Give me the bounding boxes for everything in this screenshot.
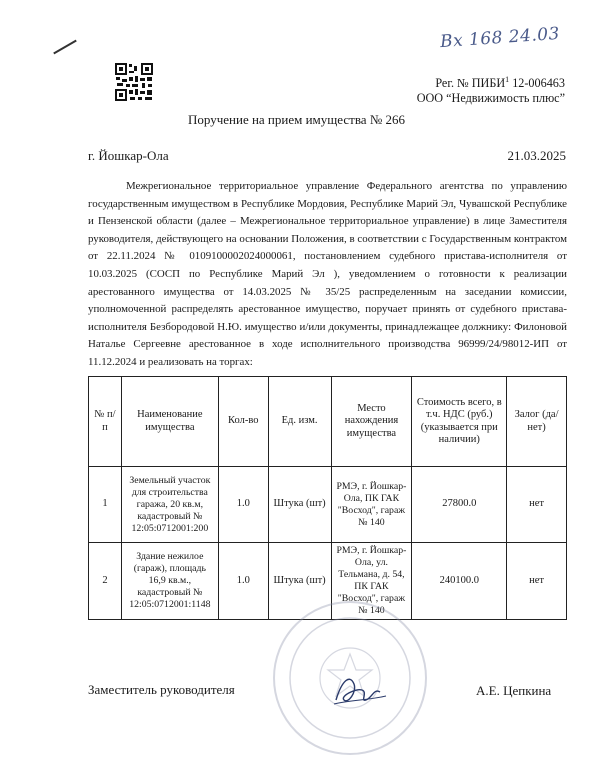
cell-num: 2 [89, 543, 122, 620]
cell-name: Земельный участок для строительства гаража, 20 кв.м, кадастровый № 12:05:0712001:200 [121, 467, 218, 543]
cell-pledge: нет [507, 543, 567, 620]
qr-code-icon [114, 62, 154, 102]
document-date: 21.03.2025 [507, 148, 566, 163]
cell-qty: 1.0 [218, 467, 268, 543]
table-row [89, 467, 567, 543]
cell-location: РМЭ, г. Йошкар-Ола, ул. Тельмана, д. 54, ПК ГАК "Восход", гараж № 140 [331, 543, 412, 620]
cell-qty: 1.0 [218, 543, 268, 620]
registration-number [417, 73, 565, 91]
order-body-paragraph: Межрегиональное территориальное управление Федерального агентства по управлению государственным имуществом в Республике Мордовия, Республике Марий Эл, Чувашской Республике и Пензенской области (далее – Межрегиональное территориальное управление) в лице Заместителя руководителя, действующего на основании Положения, в соответствии с Государственным контрактом от 22.11.2024 № 0109100002024000061, постановлением судебного пристава-исполнителя от 10.03.2025 (СОСП по Республике Марий Эл ), уведомлением о готовности к реализации арестованного имущества от 14.03.2025 № 35/25 распределенным на заседании комиссии, уполномоченной распределять арестованное имущество, поручает принять от судебного пристава-исполнителя Безбородовой Н.Ю. имущество и/или документы, принадлежащее должнику: Филоновой Натальe Сергеевне арестованное в ходе исполнительного производства 96999/24/98012-ИП от 11.12.2024 и реализовать на торгах: [88, 180, 567, 368]
document-city: г. Йошкар-Ола [88, 148, 169, 163]
header-qty: Кол-во [218, 377, 268, 467]
cell-unit: Штука (шт) [268, 543, 331, 620]
document-title: Поручение на прием имущества № 266 [188, 112, 405, 127]
signer-position: Заместитель руководителя [88, 682, 235, 697]
reg-number-value: 12-006463 [509, 76, 565, 91]
header-location: Место нахождения имущества [331, 377, 412, 467]
header-num: № п/п [89, 377, 122, 467]
property-table [88, 376, 567, 620]
cell-pledge: нет [507, 467, 567, 543]
handwritten-incoming-note: Вх 168 24.03 [439, 23, 561, 53]
signer-name: А.Е. Цепкина [476, 683, 552, 698]
header-cost: Стоимость всего, в т.ч. НДС (руб.) (указывается при наличии) [412, 377, 507, 467]
reg-footnote-mark: 1 [505, 75, 510, 84]
header-pledge: Залог (да/нет) [507, 377, 567, 467]
reg-label: Рег. № ПИБИ [435, 76, 506, 91]
pen-stroke-mark [53, 40, 77, 55]
cell-num: 1 [89, 467, 122, 543]
cell-cost: 240100.0 [412, 543, 507, 620]
cell-location: РМЭ, г. Йошкар-Ола, ПК ГАК "Восход", гараж № 140 [331, 467, 412, 543]
header-name: Наименование имущества [121, 377, 218, 467]
registration-block [417, 73, 565, 105]
cell-unit: Штука (шт) [268, 467, 331, 543]
company-name: ООО “Недвижимость плюс” [416, 90, 565, 105]
handwritten-signature [330, 670, 390, 710]
cell-cost: 27800.0 [412, 467, 507, 543]
table-header-row [89, 377, 567, 467]
header-unit: Ед. изм. [268, 377, 331, 467]
cell-name: Здание нежилое (гараж), площадь 16,9 кв.м., кадастровый № 12:05:0712001:1148 [121, 543, 218, 620]
